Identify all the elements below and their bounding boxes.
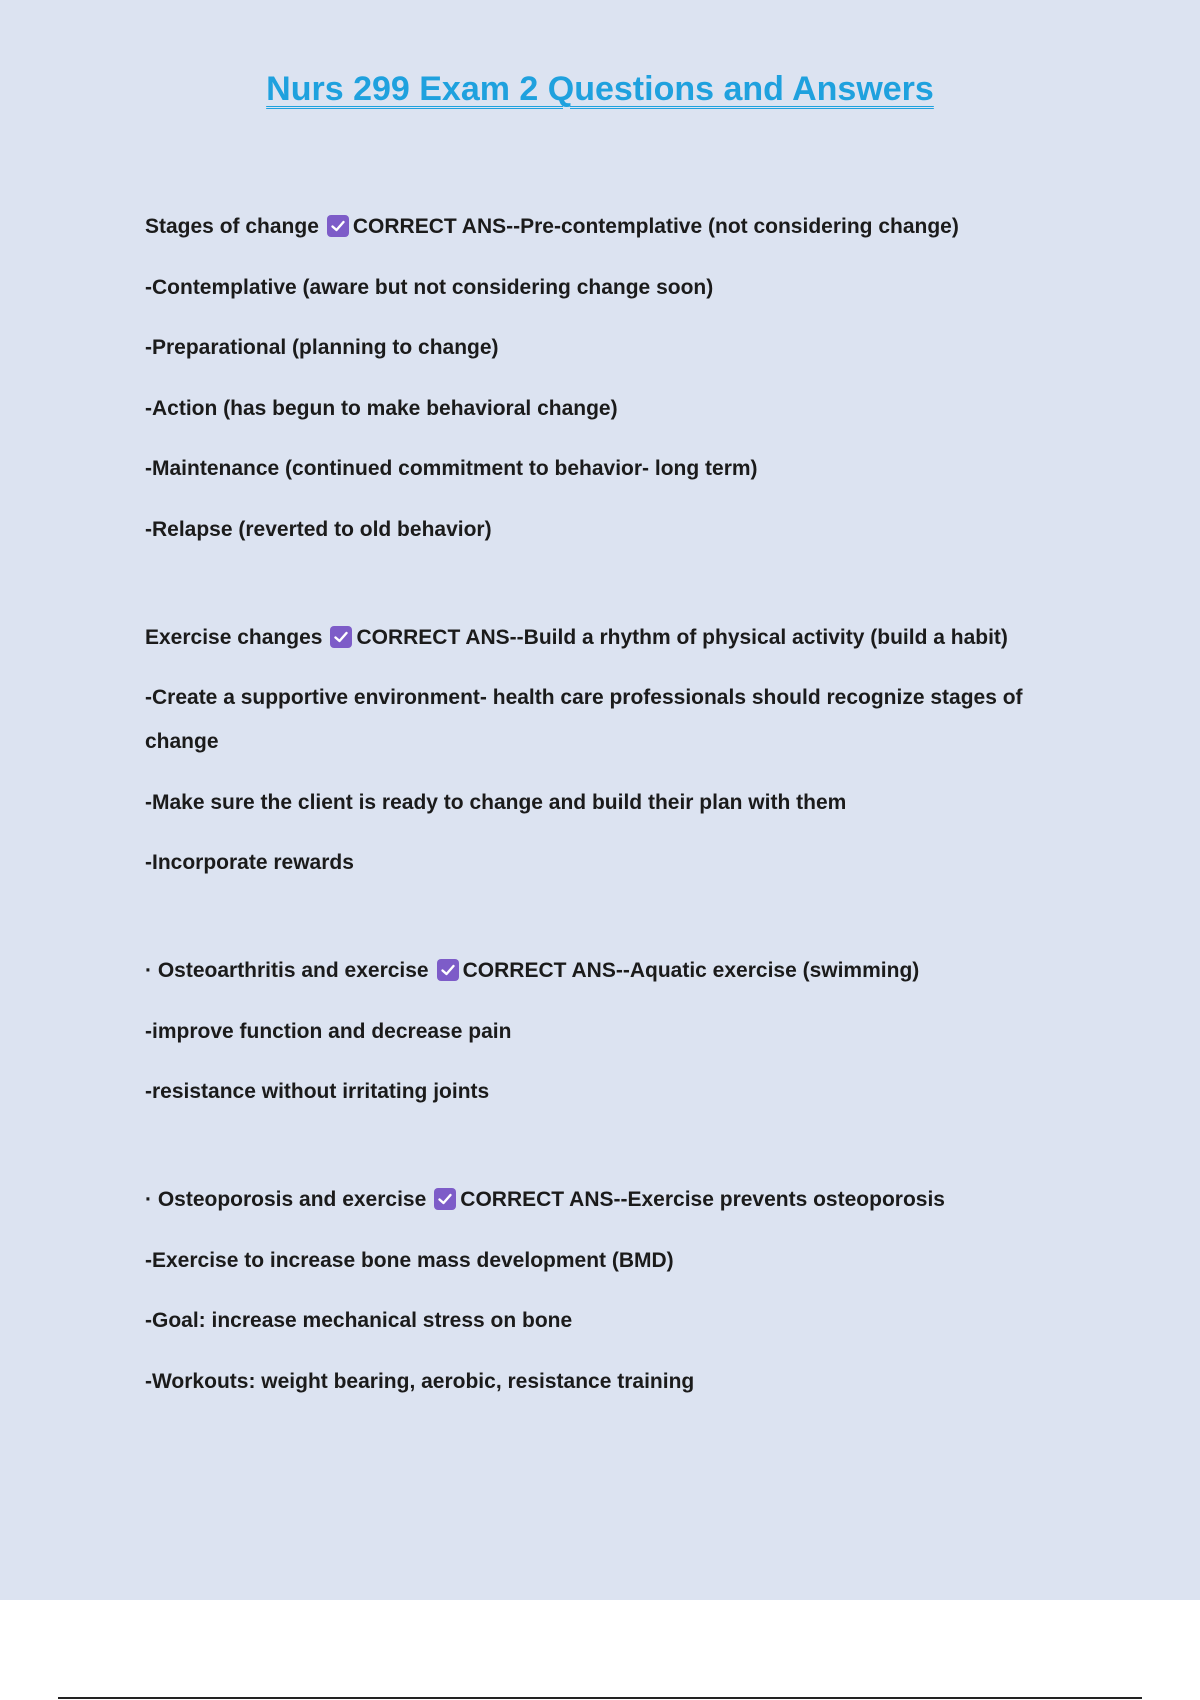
checkbox-checked-icon	[434, 1188, 456, 1210]
qa-answer: CORRECT ANS--Pre-contemplative (not considering change)	[352, 215, 959, 238]
qa-question: · Osteoporosis and exercise	[145, 1188, 427, 1211]
qa-detail-line: -Incorporate rewards	[145, 851, 354, 874]
qa-detail-line: -Preparational (planning to change)	[145, 336, 499, 359]
footer-divider	[58, 1697, 1142, 1699]
qa-answer: CORRECT ANS--Build a rhythm of physical activity (build a habit)	[356, 625, 1008, 649]
qa-detail-line: -Workouts: weight bearing, aerobic, resistance training	[145, 1369, 695, 1393]
qa-detail-line: -improve function and decrease pain	[145, 1019, 512, 1043]
qa-item	[145, 205, 1045, 552]
qa-question: Exercise changes	[145, 625, 323, 649]
qa-list	[145, 205, 1045, 1420]
qa-item	[145, 1178, 1045, 1404]
qa-item	[145, 949, 1045, 1114]
qa-item	[145, 616, 1045, 886]
qa-detail-line: -Relapse (reverted to old behavior)	[145, 517, 492, 541]
qa-detail-line: -Action (has begun to make behavioral change)	[145, 396, 618, 420]
qa-answer: CORRECT ANS--Aquatic exercise (swimming)	[462, 959, 920, 982]
qa-detail-line: -Create a supportive environment- health care professionals should recognize stages of change	[145, 686, 1023, 753]
qa-question-line	[145, 1178, 1045, 1222]
qa-question: Stages of change	[145, 215, 319, 238]
qa-detail-line: -Goal: increase mechanical stress on bone	[145, 1309, 573, 1332]
qa-question-line	[145, 205, 1045, 249]
checkbox-checked-icon	[327, 215, 349, 237]
qa-detail-line: -Maintenance (continued commitment to behavior- long term)	[145, 457, 758, 480]
document-title-text: Nurs 299 Exam 2 Questions and Answers	[266, 70, 934, 108]
qa-question-line	[145, 949, 1045, 993]
document-title	[0, 70, 1200, 109]
qa-detail-line: -Make sure the client is ready to change and build their plan with them	[145, 790, 847, 814]
checkbox-checked-icon	[437, 959, 459, 981]
qa-detail-line: -Contemplative (aware but not considering change soon)	[145, 275, 714, 299]
qa-detail-line: -Exercise to increase bone mass development (BMD)	[145, 1248, 674, 1272]
checkbox-checked-icon	[330, 626, 352, 648]
qa-detail-line: -resistance without irritating joints	[145, 1080, 490, 1103]
qa-question-line	[145, 616, 1045, 660]
qa-question: · Osteoarthritis and exercise	[145, 959, 429, 982]
qa-answer: CORRECT ANS--Exercise prevents osteoporosis	[460, 1188, 945, 1211]
